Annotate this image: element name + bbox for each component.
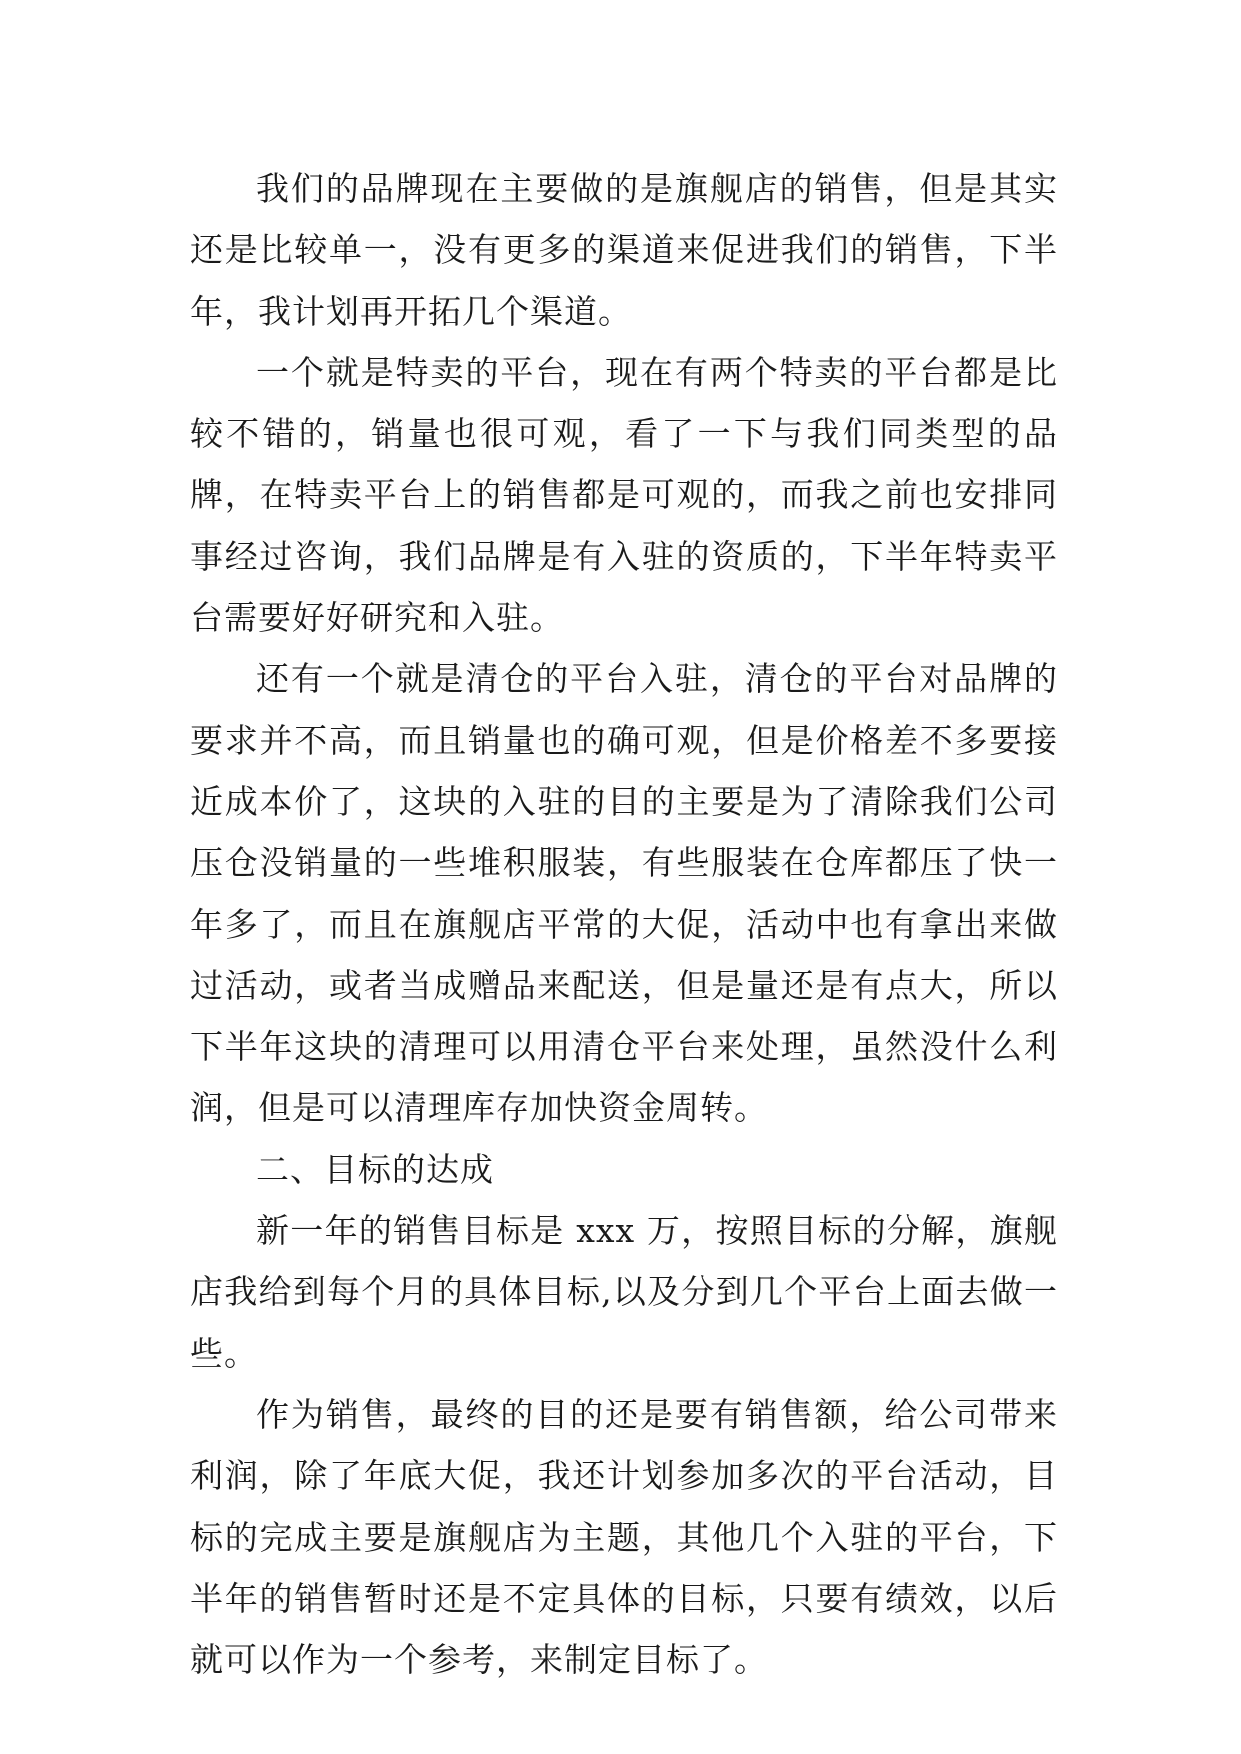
paragraph-flash-sale-platform: 一个就是特卖的平台，现在有两个特卖的平台都是比较不错的，销量也很可观，看了一下与我们同类型的品牌，在特卖平台上的销售都是可观的，而我之前也安排同事经过咨询，我们品牌是有入驻的资质的，下半年特卖平台需要好好研究和入驻。 xyxy=(190,352,1058,638)
paragraph-sales-plan: 作为销售，最终的目的还是要有销售额，给公司带来利润，除了年底大促，我还计划参加多次的平台活动，目标的完成主要是旗舰店为主题，其他几个入驻的平台，下半年的销售暂时还是不定具体的目标，只要有绩效，以后就可以作为一个参考，来制定目标了。 xyxy=(190,1394,1058,1680)
paragraph-sales-target: 新一年的销售目标是 xxx 万，按照目标的分解，旗舰店我给到每个月的具体目标,以及分到几个平台上面去做一些。 xyxy=(190,1211,1058,1373)
section-heading-goals: 二、目标的达成 xyxy=(256,1149,494,1189)
paragraph-channels-intro: 我们的品牌现在主要做的是旗舰店的销售，但是其实还是比较单一，没有更多的渠道来促进我们的销售，下半年，我计划再开拓几个渠道。 xyxy=(190,169,1058,331)
paragraph-clearance-platform: 还有一个就是清仓的平台入驻，清仓的平台对品牌的要求并不高，而且销量也的确可观，但是价格差不多要接近成本价了，这块的入驻的目的主要是为了清除我们公司压仓没销量的一些堆积服装，有些服装在仓库都压了快一年多了，而且在旗舰店平常的大促，活动中也有拿出来做过活动，或者当成赠品来配送，但是量还是有点大，所以下半年这块的清理可以用清仓平台来处理，虽然没什么利润，但是可以清理库存加快资金周转。 xyxy=(190,659,1058,1128)
document-body xyxy=(190,158,1058,1690)
